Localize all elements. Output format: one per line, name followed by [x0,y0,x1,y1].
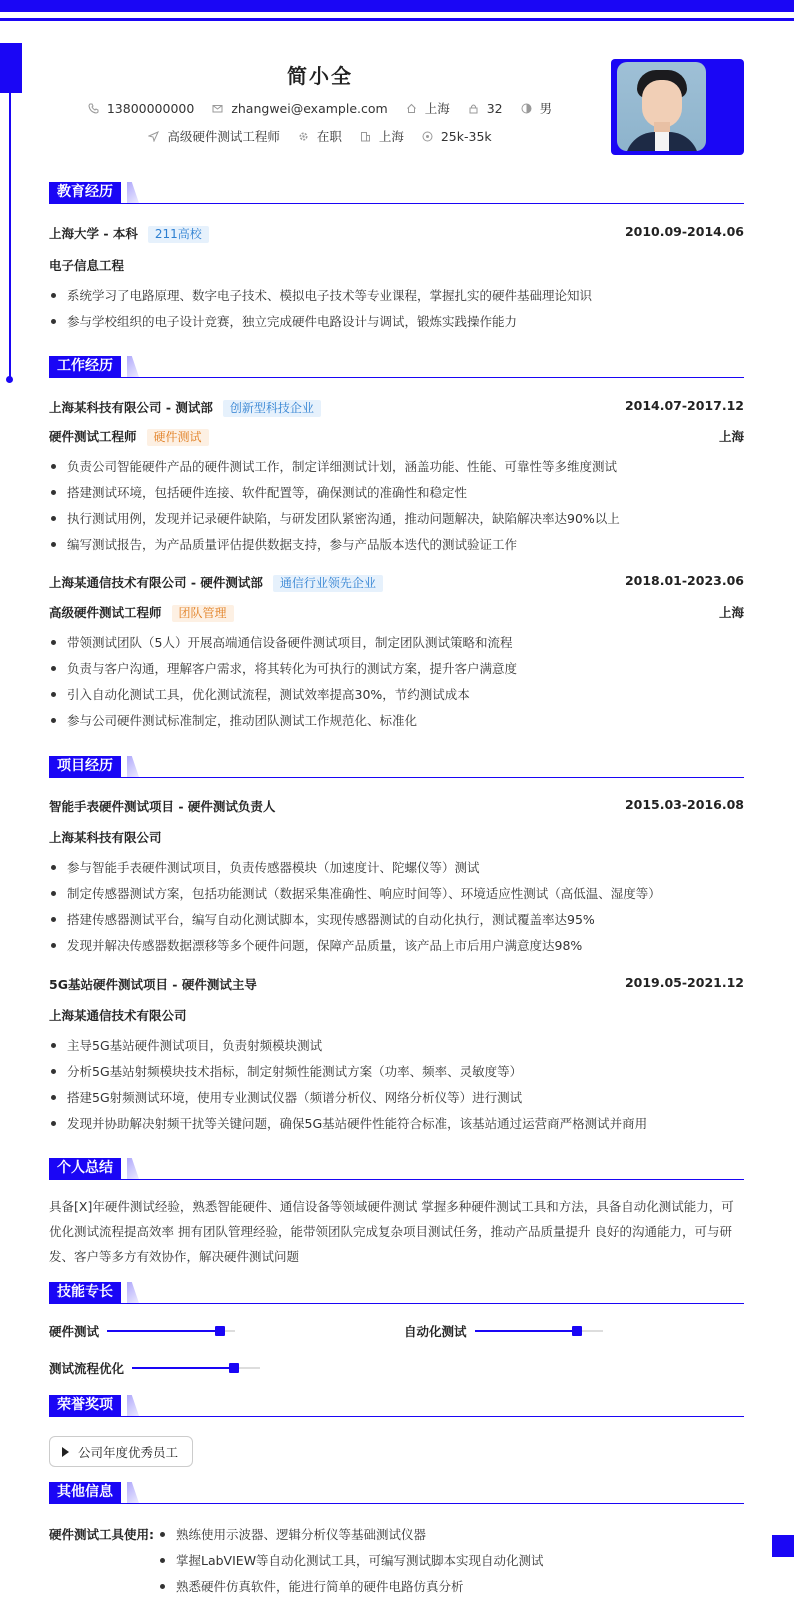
settings-icon [298,131,309,142]
project-period: 2015.03-2016.08 [624,797,744,812]
section-title: 项目经历 [49,756,121,777]
age-item [468,101,503,116]
project-company: 上海某科技有限公司 [49,830,162,845]
section-title-tail [127,1482,139,1503]
work-title-row [49,427,744,445]
section-title: 其他信息 [49,1482,121,1503]
list-item: 编写测试报告，为产品质量评估提供数据支持，参与产品版本迭代的测试验证工作 [49,535,744,553]
section-summary [49,1158,744,1180]
job-tag: 硬件测试 [147,429,209,446]
skill-name: 测试流程优化 [49,1361,125,1376]
project-period: 2019.05-2021.12 [624,975,744,990]
skill-name: 硬件测试 [49,1324,100,1339]
summary-text: 具备[X]年硬件测试经验，熟悉智能硬件、通信设备等领域硬件测试 掌握多种硬件测试工具和方法，具备自动化测试能力，可优化测试流程提高效率 拥有团队管理经验，能带领团队完成复杂项目测试任务，推动产品质量提升 良好的沟通能力，可与研发、客户等多方有效协作，解决硬件测试问题 [49,1199,734,1264]
work-period: 2014.07-2017.12 [624,398,744,413]
award-text: 公司年度优秀员工 [78,1444,179,1460]
section-title-tail [127,1282,139,1303]
section-title: 教育经历 [49,182,121,203]
skill-level-bar [475,1330,603,1332]
work-company-row [49,398,744,416]
home-icon [406,103,417,114]
list-item: 参与公司硬件测试标准制定，推动团队测试工作规范化、标准化 [49,711,744,729]
skill-level-knob [572,1326,582,1336]
section-title-tail [127,756,139,777]
gender-icon [521,103,532,114]
school-tag: 211高校 [148,226,209,243]
coin-icon [422,131,433,142]
list-item: 发现并协助解决射频干扰等关键问题，确保5G基站硬件性能符合标准，该基站通过运营商严格测试并商用 [49,1114,744,1132]
section-honors [49,1395,744,1417]
status-item [298,127,342,145]
education-row [49,224,744,242]
list-item: 掌握LabVIEW等自动化测试工具，可编写测试脚本实现自动化测试 [158,1551,544,1569]
contact-row [0,99,640,117]
email-item [212,101,387,116]
list-item: 搭建测试环境，包括硬件连接、软件配置等，确保测试的准确性和稳定性 [49,483,744,501]
company-tag: 创新型科技企业 [223,400,321,417]
section-projects [49,756,744,778]
skill-name: 自动化测试 [404,1324,467,1339]
play-icon [62,1447,69,1457]
position-text: 高级硬件测试工程师 [167,129,280,144]
project-row [49,975,744,993]
top-accent-line [0,18,794,21]
top-accent-bar [0,0,794,12]
phone-text: 13800000000 [106,100,195,116]
skill-level-bar [107,1330,235,1332]
list-item: 搭建5G射频测试环境，使用专业测试仪器（频谱分析仪、网络分析仪等）进行测试 [49,1088,744,1106]
skill-item [49,1359,260,1377]
section-work [49,356,744,378]
list-item: 熟悉硬件仿真软件，能进行简单的硬件电路仿真分析 [158,1577,464,1595]
city-item [406,99,450,117]
mail-icon [212,103,223,114]
work-period: 2018.01-2023.06 [624,573,744,588]
school-name: 上海大学 - 本科 [49,226,138,241]
work-location: 上海 [718,429,744,444]
phone-icon [88,103,99,114]
skill-level-knob [229,1363,239,1373]
work-title-row [49,603,744,621]
email-text: zhangwei@example.com [231,100,388,116]
age-text: 32 [486,100,503,116]
section-title-tail [127,1158,139,1179]
status-text: 在职 [316,129,342,144]
company-name: 上海某科技有限公司 - 测试部 [49,400,213,415]
gender-text: 男 [539,101,553,116]
list-item: 参与学校组织的电子设计竞赛，独立完成硬件电路设计与调试，锻炼实践操作能力 [49,312,744,330]
list-item: 主导5G基站硬件测试项目，负责射频模块测试 [49,1036,744,1054]
send-icon [148,131,159,142]
salary-text: 25k-35k [440,128,492,144]
list-item: 发现并解决传感器数据漂移等多个硬件问题，保障产品质量，该产品上市后用户满意度达98% [49,936,744,954]
left-accent-dot [6,376,13,383]
work-location: 上海 [718,605,744,620]
skill-level-knob [215,1326,225,1336]
list-item: 搭建传感器测试平台，编写自动化测试脚本，实现传感器测试的自动化执行，测试覆盖率达95% [49,910,744,928]
company-name: 上海某通信技术有限公司 - 硬件测试部 [49,575,263,590]
avatar [617,62,706,151]
section-skills [49,1282,744,1304]
candidate-name: 简小全 [287,64,353,88]
section-other [49,1482,744,1504]
list-item: 引入自动化测试工具，优化测试流程，测试效率提高30%，节约测试成本 [49,685,744,703]
section-title-tail [127,182,139,203]
job-title: 硬件测试工程师 [49,429,137,444]
list-item: 制定传感器测试方案，包括功能测试（数据采集准确性、响应时间等）、环境适应性测试（高低温、湿度等） [49,884,744,902]
job-intent-row [0,127,640,145]
city-text: 上海 [424,101,450,116]
gender-item [521,99,553,117]
project-row [49,797,744,815]
target-city-text: 上海 [378,129,404,144]
project-company: 上海某通信技术有限公司 [49,1008,187,1023]
section-title: 个人总结 [49,1158,121,1179]
project-name: 智能手表硬件测试项目 - 硬件测试负责人 [49,799,276,814]
education-period: 2010.09-2014.06 [624,224,744,239]
major: 电子信息工程 [49,258,125,273]
section-title: 技能专长 [49,1282,121,1303]
section-title: 荣誉奖项 [49,1395,121,1416]
work-company-row [49,573,744,591]
section-title-tail [127,1395,139,1416]
target-city-item [360,127,404,145]
list-item: 分析5G基站射频模块技术指标，制定射频性能测试方案（功率、频率、灵敏度等） [49,1062,744,1080]
position-item [148,127,280,145]
list-item: 系统学习了电路原理、数字电子技术、模拟电子技术等专业课程，掌握扎实的硬件基础理论知识 [49,286,744,304]
company-tag: 通信行业领先企业 [273,575,383,592]
job-tag: 团队管理 [172,605,234,622]
job-title: 高级硬件测试工程师 [49,605,162,620]
section-title-tail [127,356,139,377]
list-item: 参与智能手表硬件测试项目，负责传感器模块（加速度计、陀螺仪等）测试 [49,858,744,876]
list-item: 熟练使用示波器、逻辑分析仪等基础测试仪器 [158,1525,426,1543]
list-item: 执行测试用例，发现并记录硬件缺陷，与研发团队紧密沟通，推动问题解决，缺陷解决率达90%以上 [49,509,744,527]
skill-item [49,1322,235,1340]
list-item: 带领测试团队（5人）开展高端通信设备硬件测试项目，制定团队测试策略和流程 [49,633,744,651]
other-label: 硬件测试工具使用: [49,1527,154,1542]
building-icon [360,131,371,142]
award-item [49,1436,193,1467]
list-item: 负责与客户沟通，理解客户需求，将其转化为可执行的测试方案，提升客户满意度 [49,659,744,677]
project-name: 5G基站硬件测试项目 - 硬件测试主导 [49,977,257,992]
corner-accent-block [772,1535,794,1557]
phone-item [88,101,194,116]
section-education [49,182,744,204]
skill-level-bar [132,1367,260,1369]
salary-item [422,129,492,144]
skill-item [404,1322,603,1340]
list-item: 负责公司智能硬件产品的硬件测试工作，制定详细测试计划，涵盖功能、性能、可靠性等多维度测试 [49,457,744,475]
section-title: 工作经历 [49,356,121,377]
lock-icon [468,103,479,114]
